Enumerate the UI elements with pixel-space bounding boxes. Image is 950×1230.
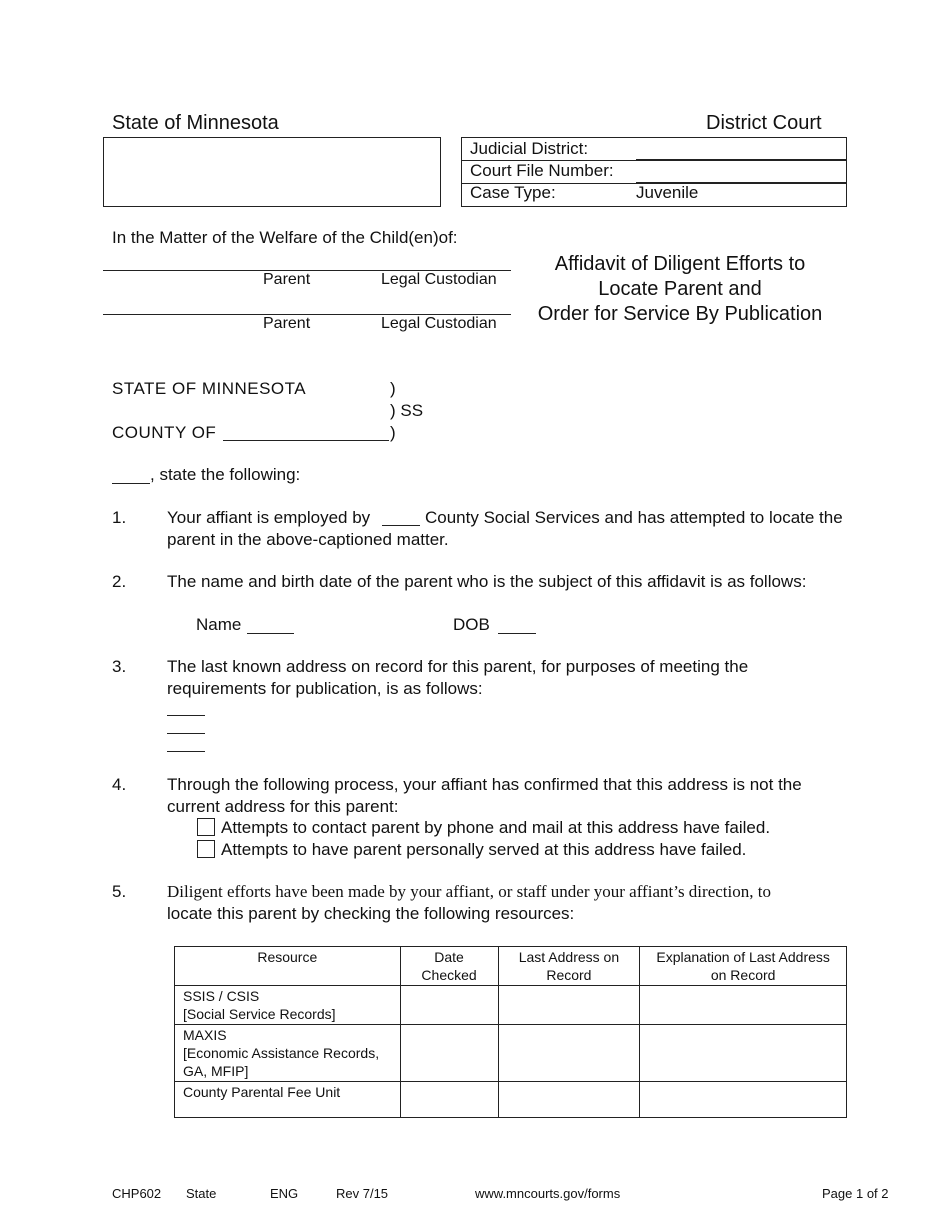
- check-2-label: Attempts to have parent personally served at this address have failed.: [221, 840, 747, 859]
- caption-box: [103, 137, 441, 207]
- personal-service-checkbox[interactable]: [197, 840, 215, 858]
- item-5-text-a: Diligent efforts have been made by your affiant, or staff under your affiant’s direction, to: [167, 882, 771, 901]
- resources-table: [174, 946, 847, 1118]
- explanation-cell[interactable]: [640, 1025, 847, 1082]
- item-3-text-b: requirements for publication, is as follows:: [167, 679, 483, 698]
- court-file-label: Court File Number:: [470, 161, 614, 180]
- case-type-label: Case Type:: [470, 183, 556, 202]
- county-field[interactable]: [223, 440, 389, 441]
- dob-field[interactable]: [498, 633, 536, 634]
- item-3-number: 3.: [112, 657, 127, 676]
- address-line-2[interactable]: [167, 733, 205, 734]
- resource-cell: [175, 1082, 401, 1118]
- resource-detail: GA, MFIP]: [183, 1063, 249, 1079]
- date-checked-cell[interactable]: [400, 986, 498, 1025]
- check-row-1: [197, 818, 770, 838]
- affiant-name-field[interactable]: [112, 483, 150, 484]
- check-1-label: Attempts to contact parent by phone and mail at this address have failed.: [221, 818, 771, 837]
- resource-name: County Parental Fee Unit: [183, 1084, 341, 1100]
- item-4-number: 4.: [112, 775, 127, 794]
- header-resource: Resource: [175, 947, 401, 986]
- item-3-text-a: The last known address on record for this parent, for purposes of meeting the: [167, 657, 749, 676]
- footer-language: ENG: [270, 1186, 299, 1201]
- footer-state: State: [186, 1186, 217, 1201]
- resource-cell: [175, 986, 401, 1025]
- explanation-cell[interactable]: [640, 1082, 847, 1118]
- item-2-number: 2.: [112, 572, 127, 591]
- custodian-label-2: Legal Custodian: [381, 315, 497, 332]
- intro-text: , state the following:: [150, 465, 301, 484]
- name-field[interactable]: [247, 633, 294, 634]
- judicial-district-label: Judicial District:: [470, 139, 589, 158]
- header-last-address: Last Address on Record: [498, 947, 640, 986]
- footer-revision: Rev 7/15: [336, 1186, 389, 1201]
- item-1-text-b: County Social Services and has attempted to locate the: [425, 508, 843, 527]
- case-info-box: [461, 137, 847, 207]
- title-line-1: Affidavit of Diligent Efforts to: [554, 253, 806, 275]
- check-row-2: [197, 840, 746, 860]
- table-header-row: [175, 947, 847, 986]
- date-checked-cell[interactable]: [400, 1025, 498, 1082]
- item-2-text: The name and birth date of the parent who is the subject of this affidavit is as follows:: [167, 572, 807, 591]
- name-label: Name: [196, 615, 242, 634]
- matter-caption: In the Matter of the Welfare of the Child(en)of:: [112, 228, 458, 247]
- phone-mail-checkbox[interactable]: [197, 818, 215, 836]
- parent-label-1: Parent: [263, 271, 311, 288]
- last-address-cell[interactable]: [498, 986, 640, 1025]
- venue-paren-1: ): [390, 379, 396, 398]
- header-explanation: Explanation of Last Address on Record: [640, 947, 847, 986]
- address-line-3[interactable]: [167, 751, 205, 752]
- resource-detail: [Economic Assistance Records,: [183, 1045, 380, 1061]
- last-address-cell[interactable]: [498, 1025, 640, 1082]
- item-1-number: 1.: [112, 508, 127, 527]
- resource-cell: [175, 1025, 401, 1082]
- item-5-number: 5.: [112, 882, 127, 901]
- item-1-text-a: Your affiant is employed by: [167, 508, 371, 527]
- county-name-field[interactable]: [382, 525, 420, 526]
- footer-url[interactable]: www.mncourts.gov/forms: [475, 1186, 621, 1201]
- title-line-2: Locate Parent and: [598, 278, 762, 300]
- custodian-label-1: Legal Custodian: [381, 271, 497, 288]
- case-type-value: Juvenile: [636, 183, 699, 202]
- date-checked-cell[interactable]: [400, 1082, 498, 1118]
- item-4-text-b: current address for this parent:: [167, 797, 399, 816]
- document-title: [515, 252, 845, 327]
- court-heading: District Court: [706, 112, 822, 134]
- table-row: [175, 1025, 847, 1082]
- explanation-cell[interactable]: [640, 986, 847, 1025]
- table-row: [175, 986, 847, 1025]
- venue-ss: ) SS: [390, 401, 424, 420]
- resource-name: MAXIS: [183, 1027, 227, 1043]
- header-date-checked: Date Checked: [400, 947, 498, 986]
- address-line-1[interactable]: [167, 715, 205, 716]
- item-1-text-c: parent in the above-captioned matter.: [167, 530, 449, 549]
- table-row: [175, 1082, 847, 1118]
- parent-label-2: Parent: [263, 315, 311, 332]
- venue-state: STATE OF MINNESOTA: [112, 379, 307, 398]
- footer-page-number: Page 1 of 2: [822, 1186, 889, 1201]
- title-line-3: Order for Service By Publication: [537, 303, 823, 325]
- item-5-text-b: locate this parent by checking the following resources:: [167, 904, 575, 923]
- resource-detail: [Social Service Records]: [183, 1006, 336, 1022]
- venue-county: COUNTY OF: [112, 423, 217, 442]
- last-address-cell[interactable]: [498, 1082, 640, 1118]
- item-4-text-a: Through the following process, your affiant has confirmed that this address is not the: [167, 775, 802, 794]
- dob-label: DOB: [453, 615, 490, 634]
- resource-name: SSIS / CSIS: [183, 988, 260, 1004]
- footer-form-number: CHP602: [112, 1186, 162, 1201]
- venue-paren-3: ): [390, 423, 396, 442]
- state-heading: State of Minnesota: [112, 112, 279, 134]
